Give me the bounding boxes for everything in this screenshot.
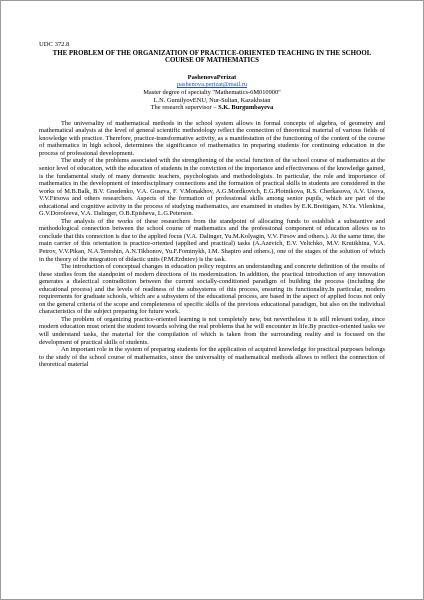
paragraph-2: The study of the problems associated with the strengthening of the social function of the school course of mathematics at the senior level of education, with the education of students in the conviction of the importance and effectiveness of the knowledge gained, is the fundamental study of many domestic teachers, psychologists and methodologists. In particular, the role and importance of mathematics in the development of interdisciplinary connections and the formation of practical skills in students are considered in the works of M.B.Balk, B.V. Gnedenko, V.A. Guseva, F. V.Monakhov, A.G.Mordkovich, E.G.Plotnikova, R.S. Cherkasova, A.V. Usova, V.V.Firsova and others researchers. Aspects of the formation of professional skills among senior pupils, which are part of the educational and cognitive activity in the process of studying mathematics, are examined in studies by E.K.Breitigam, N.Ya. Vilenkina, G.V.Dorofeeva, V.A. Dalinger, O.B.Episheva, L.G.Peterson. (39, 157, 385, 218)
paragraph-4: The introduction of conceptual changes in education policy requires an understanding and concrete definition of the results of these studies from the standpoint of modern directions of its modernization. In addition, the practical introduction of any innovation generates a dialectical contradiction between the current socially-conditioned paradigm of building the process (including the educational process) and the levels of readiness of the subsystems of this process, ensuring its functionality.In particular, modern requirements for graduate schools, which are a subsystem of the educational process, are based in the aspect of applied focus not only on the general criteria of the scope and completeness of specific skills of the previous educational paradigm, but also on the individual characteristics of the subject preparing for future work. (39, 263, 385, 316)
supervisor-label: The research supervisor – (150, 104, 217, 112)
paragraph-5: The problem of organizing practice-oriented learning is not completely new, but nevertheless it is still relevant today, since modern education must orient the student towards solving the real problems that he will encounter in life.By practice-oriented tasks we will understand tasks, the material for the compilation of which is taken from the surrounding reality and is focused on the development of practical skills of students. (39, 315, 385, 346)
author-block (39, 74, 385, 112)
author-degree: Master degree of specialty "Mathematics-6M010900" (143, 88, 281, 96)
paper-title: THE PROBLEM OF THE ORGANIZATION OF PRACTICE-ORIENTED TEACHING IN THE SCHOOL COURSE OF MATHEMATICS (52, 49, 372, 65)
paper-content (39, 41, 385, 369)
paragraph-6: An important role in the system of preparing students for the application of acquired knowledge for practical purposes belongs to the study of the school course of mathematics, since the universality of mathematical methods allows to reflect the connection of theoretical material (39, 346, 385, 369)
author-university: L.N. GumilyovENU, Nur-Sultan, Kazakhstan (153, 96, 271, 104)
udc-code: UDC 372.8 (39, 41, 70, 48)
supervisor-line (39, 104, 385, 112)
supervisor-name: S.K. Burgumbayeva (218, 104, 274, 112)
author-email-link[interactable]: pashenova.perizat@mail.ru (176, 81, 248, 89)
paragraph-1: The universality of mathematical methods in the school system allows in formal concepts of algebra, of geometry and mathematical analysis at the level of general scientific methodology reflect the connection of theoretical material of various fields of knowledge with practice. Therefore, practice-transformative activity, as a manifestation of the functioning of the content of the course of mathematics in high school, determines the significance of mathematics in preparing students for continuing education in the process of professional development. (39, 119, 385, 157)
paragraph-3: The analysis of the works of these researchers from the standpoint of allocating funds to establish a substantive and methodological connection between the school course of mathematics and the professional component of education allows us to conclude that this connection is due to the applied focus (V.A. Dalinger, Yu.M.Kolyagin, V.V. Firsov and others.). At the same time, the main carrier of this orientation is practice-oriented (applied and practical) tasks (A.Azevich, E.V. Velichko, M.V. Krutikhina, V.A. Petrov, V.V.Pikan, N.A.Tereshin, A.N.Tikhonov, Yu.F.Fominykh, I.M. Shapiro and others.), one of the stages of the solution of which in the theory of the integration of didactic units (P.M.Erdniev) is the task. (39, 217, 385, 263)
author-name: PashenovaPerizat (187, 73, 237, 81)
